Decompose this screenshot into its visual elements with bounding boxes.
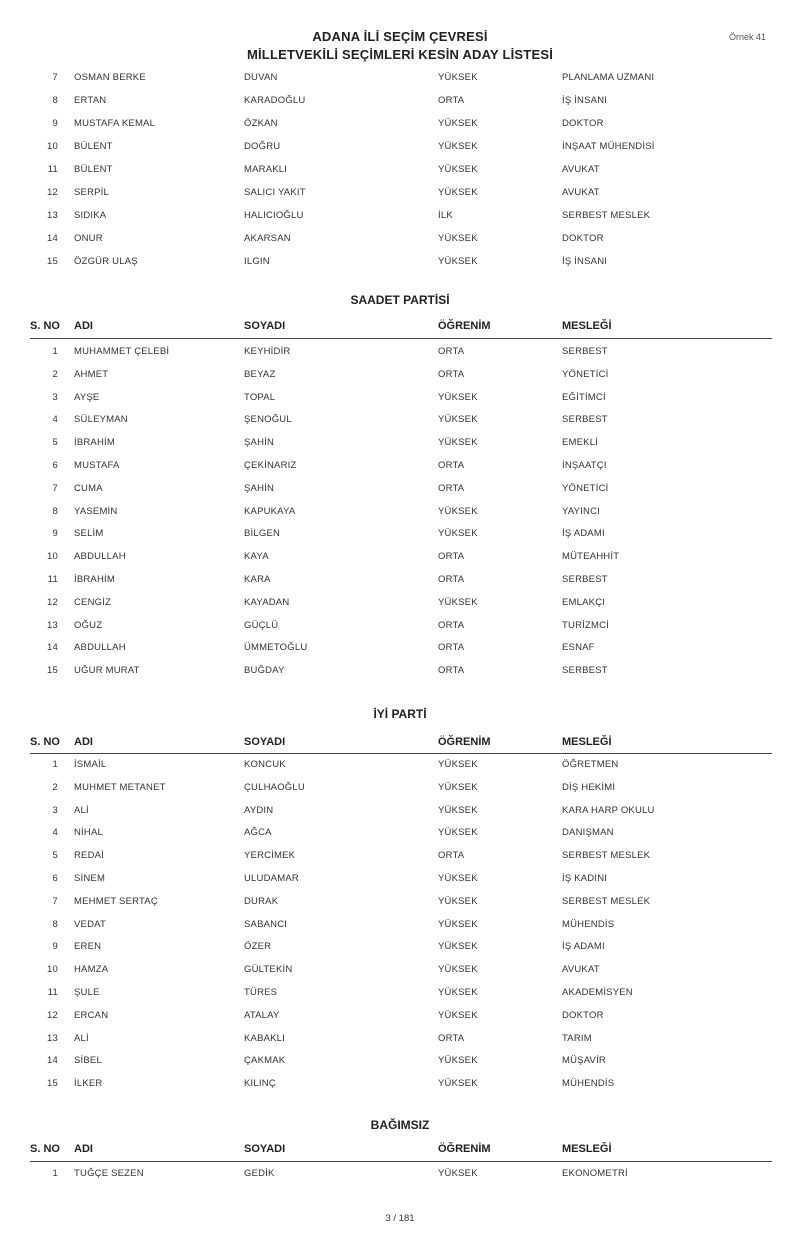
table-row xyxy=(0,597,800,613)
cell-ogrenim: YÜKSEK xyxy=(438,414,478,426)
cell-ogrenim: YÜKSEK xyxy=(438,941,478,953)
cell-meslegi: AVUKAT xyxy=(562,187,600,198)
table-row xyxy=(0,805,800,821)
cell-meslegi: MÜHENDİS xyxy=(562,918,615,930)
header-rule xyxy=(30,753,772,754)
table-row xyxy=(0,1078,800,1094)
col-meslegi-header: MESLEĞİ xyxy=(562,1143,612,1155)
cell-ogrenim: YÜKSEK xyxy=(438,187,478,198)
cell-soyadi: DOĞRU xyxy=(244,141,281,152)
cell-no: 10 xyxy=(47,551,58,563)
cell-soyadi: KABAKLI xyxy=(244,1032,286,1044)
cell-meslegi: SERBEST xyxy=(562,414,608,426)
cell-adi: SİBEL xyxy=(74,1055,102,1067)
cell-adi: MUSTAFA xyxy=(74,460,120,471)
cell-ogrenim: YÜKSEK xyxy=(438,895,478,907)
table-header-bagimsiz xyxy=(0,1143,800,1161)
table-row xyxy=(0,483,800,499)
cell-ogrenim: ORTA xyxy=(438,665,465,677)
cell-meslegi: ESNAF xyxy=(562,642,595,654)
cell-ogrenim: YÜKSEK xyxy=(438,391,478,403)
table-row xyxy=(0,919,800,935)
cell-ogrenim: ORTA xyxy=(438,346,465,357)
cell-adi: HAMZA xyxy=(74,964,109,976)
table-row xyxy=(0,256,800,272)
cell-ogrenim: İLK xyxy=(438,210,453,221)
cell-no: 9 xyxy=(52,941,58,953)
cell-meslegi: KARA HARP OKULU xyxy=(562,804,655,816)
table-row xyxy=(0,1055,800,1071)
cell-adi: ONUR xyxy=(74,233,103,244)
table-row xyxy=(0,210,800,226)
cell-ogrenim: YÜKSEK xyxy=(438,987,478,998)
list-title-line1: ADANA İLİ SEÇİM ÇEVRESİ xyxy=(312,29,488,44)
cell-meslegi: DANIŞMAN xyxy=(562,827,614,839)
cell-no: 13 xyxy=(47,619,58,631)
cell-no: 4 xyxy=(52,414,58,426)
table-row xyxy=(0,1010,800,1026)
cell-soyadi: ŞAHİN xyxy=(244,437,275,449)
col-meslegi-header: MESLEĞİ xyxy=(562,320,612,332)
cell-no: 14 xyxy=(47,1055,58,1067)
cell-meslegi: İŞ ADAMI xyxy=(562,528,605,540)
cell-adi: OĞUZ xyxy=(74,619,103,631)
table-row xyxy=(0,460,800,476)
cell-meslegi: YÖNETİCİ xyxy=(562,482,609,494)
cell-soyadi: BUĞDAY xyxy=(244,665,285,677)
cell-soyadi: MARAKLI xyxy=(244,164,288,175)
cell-no: 8 xyxy=(52,95,58,106)
cell-ogrenim: YÜKSEK xyxy=(438,596,478,608)
table-row xyxy=(0,437,800,453)
cell-no: 12 xyxy=(47,596,58,608)
cell-ogrenim: YÜKSEK xyxy=(438,1055,478,1067)
cell-soyadi: KONCUK xyxy=(244,759,286,770)
cell-soyadi: HALICIOĞLU xyxy=(244,210,304,221)
cell-meslegi: EMLAKÇI xyxy=(562,596,606,608)
cell-no: 10 xyxy=(47,141,58,152)
cell-soyadi: KAYADAN xyxy=(244,596,290,608)
cell-no: 10 xyxy=(47,964,58,976)
cell-no: 14 xyxy=(47,642,58,654)
cell-soyadi: KARA xyxy=(244,574,271,585)
cell-ogrenim: YÜKSEK xyxy=(438,1168,478,1179)
cell-meslegi: TARIM xyxy=(562,1032,592,1044)
cell-soyadi: ÖZER xyxy=(244,941,272,953)
cell-soyadi: ŞAHİN xyxy=(244,482,275,494)
section-title-saadet: SAADET PARTİSİ xyxy=(350,293,450,307)
table-row xyxy=(0,665,800,681)
cell-soyadi: SALICI YAKIT xyxy=(244,187,306,198)
cell-meslegi: İNŞAAT MÜHENDİSİ xyxy=(562,141,655,152)
col-adi-header: ADI xyxy=(74,320,93,332)
cell-no: 15 xyxy=(47,665,58,677)
cell-no: 3 xyxy=(52,804,58,816)
cell-meslegi: TURİZMCİ xyxy=(562,619,609,631)
col-no-header: S. NO xyxy=(30,1143,60,1155)
cell-soyadi: ÖZKAN xyxy=(244,118,278,129)
cell-ogrenim: ORTA xyxy=(438,619,465,631)
cell-soyadi: ÇEKİNARIZ xyxy=(244,460,297,471)
table-row xyxy=(0,528,800,544)
cell-ogrenim: YÜKSEK xyxy=(438,781,478,793)
page-number: 3 / 181 xyxy=(385,1213,415,1224)
cell-no: 2 xyxy=(52,368,58,380)
cell-no: 8 xyxy=(52,505,58,517)
cell-ogrenim: ORTA xyxy=(438,95,465,106)
table-row xyxy=(0,392,800,408)
table-row xyxy=(0,941,800,957)
cell-adi: NİHAL xyxy=(74,827,103,839)
cell-adi: SÜLEYMAN xyxy=(74,414,128,426)
cell-meslegi: MÜHENDİS xyxy=(562,1078,615,1090)
table-row xyxy=(0,896,800,912)
cell-soyadi: KEYHİDİR xyxy=(244,346,291,357)
cell-ogrenim: YÜKSEK xyxy=(438,528,478,540)
cell-soyadi: KAPUKAYA xyxy=(244,505,296,517)
cell-meslegi: EĞİTİMCİ xyxy=(562,391,606,403)
cell-adi: BÜLENT xyxy=(74,141,113,152)
table-row xyxy=(0,850,800,866)
col-ogrenim-header: ÖĞRENİM xyxy=(438,1143,491,1155)
cell-adi: CUMA xyxy=(74,482,103,494)
cell-no: 11 xyxy=(47,987,58,998)
cell-no: 8 xyxy=(52,918,58,930)
cell-soyadi: ATALAY xyxy=(244,1009,280,1021)
cell-meslegi: SERBEST MESLEK xyxy=(562,895,651,907)
cell-soyadi: AYDIN xyxy=(244,804,274,816)
cell-meslegi: SERBEST MESLEK xyxy=(562,850,651,862)
table-row xyxy=(0,1033,800,1049)
cell-soyadi: GÜLTEKİN xyxy=(244,964,293,976)
cell-ogrenim: ORTA xyxy=(438,574,465,585)
cell-no: 9 xyxy=(52,118,58,129)
cell-adi: İBRAHİM xyxy=(74,574,115,585)
cell-soyadi: KAYA xyxy=(244,551,269,563)
cell-ogrenim: YÜKSEK xyxy=(438,759,478,770)
cell-no: 7 xyxy=(52,72,58,83)
col-soyadi-header: SOYADI xyxy=(244,1143,286,1155)
cell-meslegi: AVUKAT xyxy=(562,164,600,175)
cell-adi: SIDIKA xyxy=(74,210,107,221)
cell-meslegi: YAYINCI xyxy=(562,505,600,517)
col-adi-header: ADI xyxy=(74,1143,93,1155)
cell-adi: UĞUR MURAT xyxy=(74,665,140,677)
cell-soyadi: SABANCI xyxy=(244,918,288,930)
cell-adi: SİNEM xyxy=(74,873,106,884)
table-row xyxy=(0,1168,800,1184)
cell-meslegi: SERBEST xyxy=(562,665,608,677)
cell-soyadi: ILGIN xyxy=(244,256,270,267)
cell-adi: MUHAMMET ÇELEBİ xyxy=(74,346,170,357)
cell-ogrenim: YÜKSEK xyxy=(438,505,478,517)
table-row xyxy=(0,964,800,980)
cell-no: 1 xyxy=(52,759,58,770)
cell-soyadi: DURAK xyxy=(244,895,279,907)
cell-ogrenim: YÜKSEK xyxy=(438,256,478,267)
cell-no: 6 xyxy=(52,873,58,884)
cell-no: 9 xyxy=(52,528,58,540)
cell-meslegi: PLANLAMA UZMANI xyxy=(562,72,655,83)
table-row xyxy=(0,118,800,134)
cell-no: 6 xyxy=(52,460,58,471)
cell-meslegi: SERBEST xyxy=(562,346,608,357)
cell-adi: EREN xyxy=(74,941,102,953)
cell-soyadi: BEYAZ xyxy=(244,368,276,380)
table-row xyxy=(0,551,800,567)
cell-meslegi: EMEKLİ xyxy=(562,437,599,449)
cell-meslegi: EKONOMETRİ xyxy=(562,1168,628,1179)
cell-adi: AHMET xyxy=(74,368,109,380)
cell-adi: İSMAİL xyxy=(74,759,107,770)
cell-adi: ALİ xyxy=(74,804,89,816)
cell-adi: ÖZGÜR ULAŞ xyxy=(74,256,138,267)
cell-ogrenim: YÜKSEK xyxy=(438,827,478,839)
cell-meslegi: AVUKAT xyxy=(562,964,600,976)
table-header-iyi xyxy=(0,736,800,754)
cell-adi: OSMAN BERKE xyxy=(74,72,146,83)
cell-meslegi: DOKTOR xyxy=(562,118,604,129)
cell-ogrenim: YÜKSEK xyxy=(438,964,478,976)
cell-ogrenim: YÜKSEK xyxy=(438,873,478,884)
header-rule xyxy=(30,1161,772,1162)
cell-no: 3 xyxy=(52,391,58,403)
cell-soyadi: BİLGEN xyxy=(244,528,281,540)
cell-soyadi: TOPAL xyxy=(244,391,276,403)
table-row xyxy=(0,414,800,430)
section-title-bagimsiz: BAĞIMSIZ xyxy=(370,1118,430,1132)
cell-ogrenim: ORTA xyxy=(438,460,465,471)
cell-no: 12 xyxy=(47,1009,58,1021)
table-row xyxy=(0,141,800,157)
cell-no: 14 xyxy=(47,233,58,244)
list-title-line2: MİLLETVEKİLİ SEÇİMLERİ KESİN ADAY LİSTESİ xyxy=(246,47,554,62)
table-row xyxy=(0,187,800,203)
col-ogrenim-header: ÖĞRENİM xyxy=(438,736,491,748)
table-row xyxy=(0,759,800,775)
cell-no: 5 xyxy=(52,437,58,449)
cell-soyadi: GEDİK xyxy=(244,1168,275,1179)
cell-adi: BÜLENT xyxy=(74,164,113,175)
cell-meslegi: DOKTOR xyxy=(562,233,604,244)
table-row xyxy=(0,95,800,111)
cell-no: 12 xyxy=(47,187,58,198)
cell-no: 15 xyxy=(47,1078,58,1090)
cell-ogrenim: YÜKSEK xyxy=(438,141,478,152)
cell-no: 4 xyxy=(52,827,58,839)
cell-ogrenim: YÜKSEK xyxy=(438,804,478,816)
cell-no: 11 xyxy=(47,574,58,585)
cell-soyadi: ŞENOĞUL xyxy=(244,414,292,426)
cell-soyadi: AĞCA xyxy=(244,827,272,839)
cell-ogrenim: ORTA xyxy=(438,368,465,380)
cell-meslegi: SERBEST xyxy=(562,574,608,585)
cell-meslegi: DİŞ HEKİMİ xyxy=(562,781,616,793)
cell-adi: MUHMET METANET xyxy=(74,781,166,793)
cell-no: 7 xyxy=(52,895,58,907)
col-adi-header: ADI xyxy=(74,736,93,748)
cell-ogrenim: YÜKSEK xyxy=(438,233,478,244)
cell-meslegi: İŞ ADAMI xyxy=(562,941,605,953)
cell-ogrenim: YÜKSEK xyxy=(438,1078,478,1090)
col-no-header: S. NO xyxy=(30,320,60,332)
cell-meslegi: İNŞAATÇI xyxy=(562,460,607,471)
cell-adi: ABDULLAH xyxy=(74,551,126,563)
table-row xyxy=(0,506,800,522)
cell-adi: ERTAN xyxy=(74,95,107,106)
cell-adi: VEDAT xyxy=(74,918,106,930)
table-row xyxy=(0,873,800,889)
table-row xyxy=(0,987,800,1003)
cell-soyadi: ULUDAMAR xyxy=(244,873,299,884)
cell-ogrenim: YÜKSEK xyxy=(438,1009,478,1021)
cell-meslegi: AKADEMİSYEN xyxy=(562,987,633,998)
cell-meslegi: ÖĞRETMEN xyxy=(562,759,619,770)
cell-no: 11 xyxy=(47,164,58,175)
cell-adi: ALİ xyxy=(74,1032,89,1044)
cell-soyadi: ÜMMETOĞLU xyxy=(244,642,308,654)
cell-soyadi: GÜÇLÜ xyxy=(244,619,279,631)
table-row xyxy=(0,782,800,798)
cell-soyadi: KARADOĞLU xyxy=(244,95,306,106)
col-meslegi-header: MESLEĞİ xyxy=(562,736,612,748)
cell-meslegi: İŞ İNSANI xyxy=(562,95,608,106)
table-row xyxy=(0,369,800,385)
col-soyadi-header: SOYADI xyxy=(244,320,286,332)
cell-adi: İBRAHİM xyxy=(74,437,115,449)
table-row xyxy=(0,827,800,843)
cell-meslegi: DOKTOR xyxy=(562,1009,604,1021)
col-soyadi-header: SOYADI xyxy=(244,736,286,748)
cell-adi: SELİM xyxy=(74,528,104,540)
cell-adi: MEHMET SERTAÇ xyxy=(74,895,158,907)
cell-ogrenim: YÜKSEK xyxy=(438,918,478,930)
table-row xyxy=(0,72,800,88)
cell-soyadi: TÜRES xyxy=(244,987,278,998)
cell-ogrenim: YÜKSEK xyxy=(438,164,478,175)
cell-ogrenim: ORTA xyxy=(438,482,465,494)
table-row xyxy=(0,233,800,249)
cell-no: 1 xyxy=(52,346,58,357)
table-header-saadet xyxy=(0,320,800,338)
cell-soyadi: ÇULHAOĞLU xyxy=(244,781,305,793)
cell-adi: ABDULLAH xyxy=(74,642,126,654)
cell-ogrenim: ORTA xyxy=(438,1032,465,1044)
col-ogrenim-header: ÖĞRENİM xyxy=(438,320,491,332)
cell-meslegi: YÖNETİCİ xyxy=(562,368,609,380)
cell-ogrenim: YÜKSEK xyxy=(438,72,478,83)
cell-adi: YASEMİN xyxy=(74,505,118,517)
table-row xyxy=(0,164,800,180)
cell-soyadi: AKARSAN xyxy=(244,233,291,244)
cell-soyadi: YERCİMEK xyxy=(244,850,296,862)
cell-ogrenim: YÜKSEK xyxy=(438,118,478,129)
table-row xyxy=(0,620,800,636)
cell-meslegi: İŞ İNSANI xyxy=(562,256,608,267)
col-no-header: S. NO xyxy=(30,736,60,748)
section-title-iyi: İYİ PARTİ xyxy=(373,707,427,721)
cell-soyadi: DUVAN xyxy=(244,72,278,83)
cell-adi: MUSTAFA KEMAL xyxy=(74,118,156,129)
cell-no: 1 xyxy=(52,1168,58,1179)
cell-meslegi: MÜŞAVİR xyxy=(562,1055,606,1067)
cell-ogrenim: ORTA xyxy=(438,642,465,654)
table-row xyxy=(0,346,800,362)
header-rule xyxy=(30,338,772,339)
cell-soyadi: KILINÇ xyxy=(244,1078,276,1090)
cell-meslegi: MÜTEAHHİT xyxy=(562,551,620,563)
form-label: Örnek 41 xyxy=(728,32,766,42)
cell-no: 5 xyxy=(52,850,58,862)
cell-adi: SERPİL xyxy=(74,187,109,198)
cell-adi: TUĞÇE SEZEN xyxy=(74,1168,144,1179)
cell-adi: İLKER xyxy=(74,1078,103,1090)
cell-soyadi: ÇAKMAK xyxy=(244,1055,286,1067)
cell-ogrenim: ORTA xyxy=(438,551,465,563)
cell-adi: ERCAN xyxy=(74,1009,109,1021)
cell-no: 13 xyxy=(47,210,58,221)
cell-no: 15 xyxy=(47,256,58,267)
cell-no: 13 xyxy=(47,1032,58,1044)
cell-adi: AYŞE xyxy=(74,391,100,403)
cell-no: 2 xyxy=(52,781,58,793)
cell-adi: ŞULE xyxy=(74,987,100,998)
cell-meslegi: SERBEST MESLEK xyxy=(562,210,651,221)
cell-no: 7 xyxy=(52,482,58,494)
cell-adi: REDAİ xyxy=(74,850,105,862)
cell-adi: CENGİZ xyxy=(74,596,112,608)
cell-ogrenim: YÜKSEK xyxy=(438,437,478,449)
cell-meslegi: İŞ KADINI xyxy=(562,873,608,884)
table-row xyxy=(0,642,800,658)
cell-ogrenim: ORTA xyxy=(438,850,465,862)
table-row xyxy=(0,574,800,590)
